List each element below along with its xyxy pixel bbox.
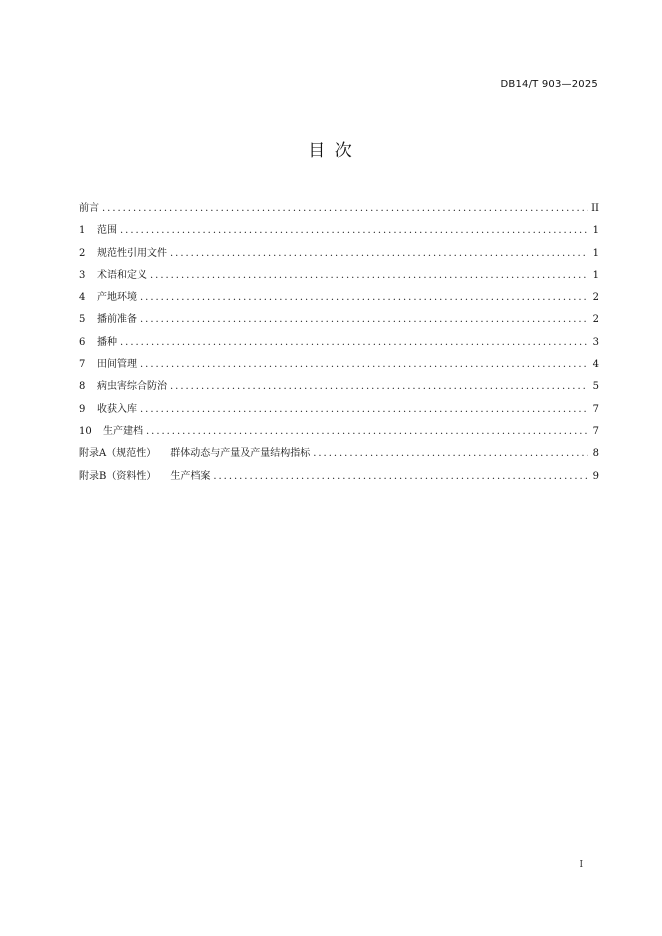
toc-leader-dots — [140, 309, 588, 331]
toc-entry-label: 群体动态与产量及产量结构指标 — [170, 448, 311, 460]
toc-entry-9[interactable] — [79, 399, 599, 421]
toc-entry-label: 生产建档 — [103, 425, 143, 437]
toc-entry-number: 2 — [79, 247, 86, 259]
toc-entry-appendix-a[interactable] — [79, 443, 599, 465]
toc-entry-3[interactable] — [79, 265, 599, 287]
toc-entry-number: 8 — [79, 381, 86, 393]
toc-leader-dots — [150, 265, 588, 287]
toc-entry-page: 8 — [592, 448, 599, 460]
toc-entry-label: 范围 — [97, 225, 117, 237]
toc-leader-dots — [102, 198, 588, 220]
toc-entry-label: 病虫害综合防治 — [97, 381, 167, 393]
toc-leader-dots — [170, 243, 588, 265]
toc-entry-number: 5 — [79, 314, 86, 326]
toc-entry-6[interactable] — [79, 332, 599, 354]
toc-entry-page: 1 — [592, 247, 599, 259]
toc-entry-label: 生产档案 — [170, 470, 211, 482]
toc-entry-label: 播前准备 — [97, 314, 137, 326]
toc-entry-number: 1 — [79, 225, 86, 237]
toc-leader-dots — [120, 332, 588, 354]
page-number: I — [579, 860, 583, 870]
toc-entry-label: 收获入库 — [97, 403, 137, 415]
toc-leader-dots — [313, 443, 588, 465]
toc-entry-8[interactable] — [79, 376, 599, 398]
toc-appendix-designation: 附录A（规范性） — [79, 448, 157, 460]
toc-entry-page: 4 — [592, 359, 599, 371]
toc-entry-number: 6 — [79, 336, 86, 348]
toc-entry-number: 10 — [79, 425, 92, 437]
toc-leader-dots — [120, 220, 588, 242]
toc-entry-page: 2 — [592, 292, 599, 304]
toc-leader-dots — [140, 287, 588, 309]
toc-entry-page: 5 — [592, 381, 599, 393]
toc-entry-page: II — [591, 203, 599, 214]
toc-entry-label: 前言 — [79, 203, 99, 214]
toc-entry-2[interactable] — [79, 243, 599, 265]
toc-leader-dots — [140, 399, 588, 421]
toc-entry-page: 1 — [592, 225, 599, 237]
toc-entry-preface[interactable] — [79, 198, 599, 220]
table-of-contents — [79, 198, 599, 488]
toc-entry-page: 3 — [592, 336, 599, 348]
toc-entry-page: 1 — [592, 269, 599, 281]
toc-entry-label: 田间管理 — [97, 359, 137, 371]
toc-entry-number: 4 — [79, 292, 86, 304]
toc-entry-number: 7 — [79, 359, 86, 371]
toc-entry-10[interactable] — [79, 421, 599, 443]
toc-entry-page: 9 — [592, 470, 599, 482]
toc-entry-page: 2 — [592, 314, 599, 326]
page-title: 目 次 — [308, 141, 354, 161]
toc-entry-label: 产地环境 — [97, 292, 137, 304]
toc-entry-page: 7 — [592, 403, 599, 415]
toc-leader-dots — [140, 354, 588, 376]
toc-entry-5[interactable] — [79, 309, 599, 331]
toc-entry-1[interactable] — [79, 220, 599, 242]
toc-entry-appendix-b[interactable] — [79, 466, 599, 488]
document-code: DB14/T 903—2025 — [500, 79, 598, 90]
toc-entry-number: 9 — [79, 403, 86, 415]
toc-entry-number: 3 — [79, 269, 86, 281]
toc-entry-label: 播种 — [97, 336, 117, 348]
toc-entry-7[interactable] — [79, 354, 599, 376]
toc-leader-dots — [213, 466, 588, 488]
toc-entry-page: 7 — [592, 425, 599, 437]
toc-leader-dots — [170, 376, 588, 398]
toc-entry-label: 术语和定义 — [97, 269, 147, 281]
toc-entry-label: 规范性引用文件 — [97, 247, 167, 259]
toc-appendix-designation: 附录B（资料性） — [79, 470, 157, 482]
toc-entry-4[interactable] — [79, 287, 599, 309]
toc-leader-dots — [146, 421, 588, 443]
